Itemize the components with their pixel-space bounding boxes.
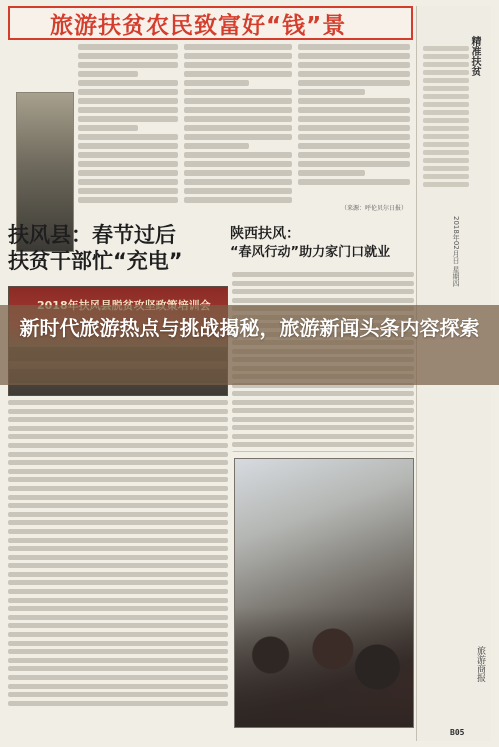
source-note: （来源：呼伦贝尔日报） — [340, 205, 407, 212]
text-column — [78, 44, 178, 212]
right-kicker: 陕西扶风： — [230, 226, 300, 242]
right-headline: “春风行动”助力家门口就业 — [230, 245, 391, 260]
text-column — [298, 44, 410, 212]
top-headline: 旅游扶贫农民致富好“钱”景 — [50, 12, 347, 39]
left-story-headline — [8, 222, 228, 284]
paper-name: 旅游商报 — [475, 646, 485, 682]
issue-date: 2018年02月日 星期四 — [452, 216, 460, 287]
sidebar-text — [423, 46, 469, 190]
job-fair-photo — [234, 458, 414, 728]
top-article-columns — [8, 44, 413, 212]
left-headline-line2: 扶贫干部忙“充电” — [8, 249, 183, 273]
overlay-title: 新时代旅游热点与挑战揭秘，旅游新闻头条内容探索 — [19, 316, 480, 340]
left-story-body — [8, 400, 228, 730]
crowd-figures — [235, 607, 413, 727]
text-column — [184, 44, 292, 212]
page-number: B05 — [450, 728, 465, 737]
top-headline-banner — [8, 6, 413, 40]
right-story-headline — [230, 225, 416, 269]
section-title: 精准扶贫 — [469, 36, 480, 76]
left-headline-line1: 扶风县：春节过后 — [8, 223, 176, 247]
